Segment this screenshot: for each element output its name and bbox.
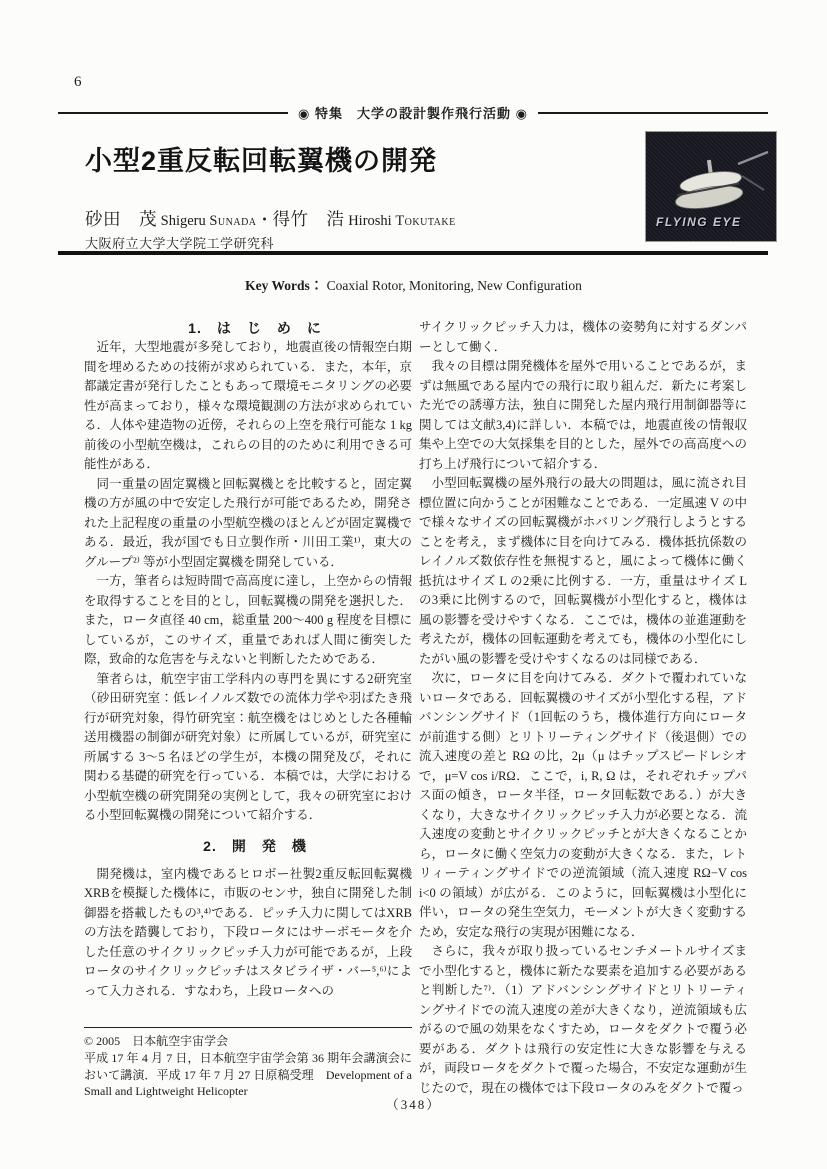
special-issue-band <box>58 103 768 122</box>
band-rule-left <box>58 112 288 114</box>
photo-caption: FLYING EYE <box>656 215 742 229</box>
paragraph: 筆者らは，航空宇宙工学科内の専門を異にする2研究室（砂田研究室：低レイノルズ数での流体力学や羽ばたき飛行が研究対象，得竹研究室：航空機をはじめとした各種輸送用機器の制御が研究対象）に所属しているが，研究室に所属する 3～5 名ほどの学生が，本機の開発及び，それに関わる基礎的研究を行っている．本稿では，大学における小型航空機の研究開発の実例として，我々の研究室における小型回転翼機の開発について紹介する． <box>84 671 412 822</box>
divider-bar <box>58 251 768 255</box>
paragraph: 小型回転翼機の屋外飛行の最大の問題は，風に流され目標位置に向かうことが困難なことである．一定風速 V の中で様々なサイズの回転翼機がホバリング飛行しようとすることを考え，まず機体に目を向けてみる．機体抵抗係数のレイノルズ数依存性を無視すると，風によって機体に働く抵抗はサイズ L の2乗に比例する．一方，重量はサイズ L の3乗に比例するので，回転翼機が小型化すると，機体は風の影響を受けやすくなる．ここでは，機体の並進運動を考えたが，機体の回転運動を考えても，機体の小型化にしたがい風の影響を受けやすくなるのは同様である． <box>419 476 747 666</box>
paragraph: さらに，我々が取り扱っているセンチメートルサイズまで小型化すると，機体に新たな要素を追加する必要があると判断した⁷⁾．（1）アドバンシングサイドとリトリーティングサイドでの流入速度の差が大きくなり，逆流領域も広がるので風の効果をなくすため，ロータをダクトで覆う必要がある．ダクトは飛行の安定性に大きな影響を与えるが，両段ロータをダクトで覆った場合，不安定な運動が生じたので，現在の機体では下段ロータのみをダクトで覆っ <box>419 944 747 1095</box>
keywords-label: Key Words： <box>245 278 324 293</box>
paragraph: 開発機は，室内機であるヒロボー社製2重反転回転翼機XRBを模擬した機体に，市販のセンサ，独自に開発した制御器を搭載したもの³,⁴⁾である．ピッチ入力に関してはXRBの方法を踏襲しており，下段ロータにはサーボモータを介した任意のサイクリックピッチ入力が可能であるが，上段ロータのサイクリックピッチはスタビライザ・バー⁵,⁶⁾によって入力される．すなわち，上段ロータへの <box>84 866 412 998</box>
copyright-line: © 2005 日本航空宇宙学会 <box>84 1034 229 1048</box>
paragraph-continuation: サイクリックピッチ入力は，機体の姿勢角に対するダンパーとして働く． <box>419 320 747 354</box>
article-title: 小型2重反転回転翼機の開発 <box>85 146 438 176</box>
keywords-text: Coaxial Rotor, Monitoring, New Configuration <box>326 278 582 293</box>
author-1-given: Shigeru <box>160 213 206 229</box>
author-1-family: Sunada <box>209 213 257 229</box>
paragraph: 次に，ロータに目を向けてみる．ダクトで覆われていないロータである．回転翼機のサイズが小型化する程，アドバンシングサイド（1回転のうち，機体進行方向にロータが前進する側）とリトリーティングサイド（後退側）での流入速度の差と RΩ の比，2μ（μ はチップスピードレシオで，μ=V cos i/RΩ．ここで，i, R, Ω は，それぞれチップパス面の傾き，ロータ半径，ロータ回転数である．）が大きくなり，大きなサイクリックピッチ入力が必要となる．流入速度の変動とサイクリックピッチとが大きくなることから，ロータに働く空気力の変動が大きくなる．また，レトリィーティングサイドでの逆流領域（流入速度 RΩ−V cos i<0 の領域）が広がる．このように，回転翼機は小型化に伴い，ロータの発生空気力，モーメントが大きく変動するため，安定な飛行の実現が困難になる． <box>419 671 747 939</box>
page-number-top: 6 <box>74 74 82 90</box>
author-2-given: Hiroshi <box>348 213 392 229</box>
page-number-bottom: （348） <box>385 1097 442 1112</box>
paragraph: 近年，大型地震が多発しており，地震直後の情報空白期間を埋めるための技術が求められている．また，本年，京都議定書が発行したこともあって環境モニタリングの必要性が高まっており，様々な環境観測の方法が求められている．人体や建造物の近傍，それらの上空を飛行可能な 1 kg 前後の小型航空機は，これらの目的のために利用できる可能性がある． <box>84 340 412 471</box>
section-heading-1: 1. は じ め に <box>188 320 322 336</box>
affiliation: 大阪府立大学大学院工学研究科 <box>85 236 275 251</box>
band-label: ◉ 特集 大学の設計製作飛行活動 ◉ <box>298 106 528 121</box>
band-rule-right <box>538 112 768 114</box>
footnote <box>84 1027 412 1100</box>
paragraph: 同一重量の固定翼機と回転翼機とを比較すると，固定翼機の方が風の中で安定した飛行が可能であるため，開発された上記程度の重量の小型航空機のほとんどが固定翼機である．最近，我が国でも日立製作所・川田工業¹⁾，東大のグループ²⁾ 等が小型固定翼機を開発している． <box>84 476 412 569</box>
right-column <box>419 318 747 1100</box>
paragraph: 一方，筆者らは短時間で高高度に達し，上空からの情報を取得することを目的とし，回転翼機の開発を選択した．また，ロータ直径 40 cm，総重量 200～400 g 程度を目標にしているが，このサイズ，重量であれば人間に衝突した際，致命的な危害を与えないと判断したためである． <box>84 574 412 666</box>
receipt-note: 平成 17 年 4 月 7 日，日本航空宇宙学会第 36 期年会講演会において講演．平成 17 年 7 月 27 日原稿受理 Development of a Small and Lightweight Helicopter <box>84 1050 412 1099</box>
author-1-name-en <box>161 213 257 229</box>
author-separator: ・ <box>256 212 273 229</box>
author-1-name-ja: 砂田 茂 <box>85 209 157 229</box>
flying-eye-photo <box>646 132 776 241</box>
keywords-line <box>0 274 827 294</box>
author-2-family: Tokutake <box>395 213 456 229</box>
author-2-name-ja: 得竹 浩 <box>272 209 345 229</box>
author-2-name-en <box>348 213 456 229</box>
section-heading-2: 2. 開 発 機 <box>203 837 307 854</box>
author-line <box>85 206 456 231</box>
left-column <box>84 318 412 1024</box>
paragraph: 我々の目標は開発機体を屋外で用いることであるが，まずは無風である屋内での飛行に取り組んだ．新たに考案した光での誘導方法，独自に開発した屋内飛行用制御器等に関しては文献3,4)に詳しい．本稿では，地震直後の情報収集や上空での大気採集を目的とした，屋外での高高度への打ち上げ飛行について紹介する． <box>419 359 747 471</box>
